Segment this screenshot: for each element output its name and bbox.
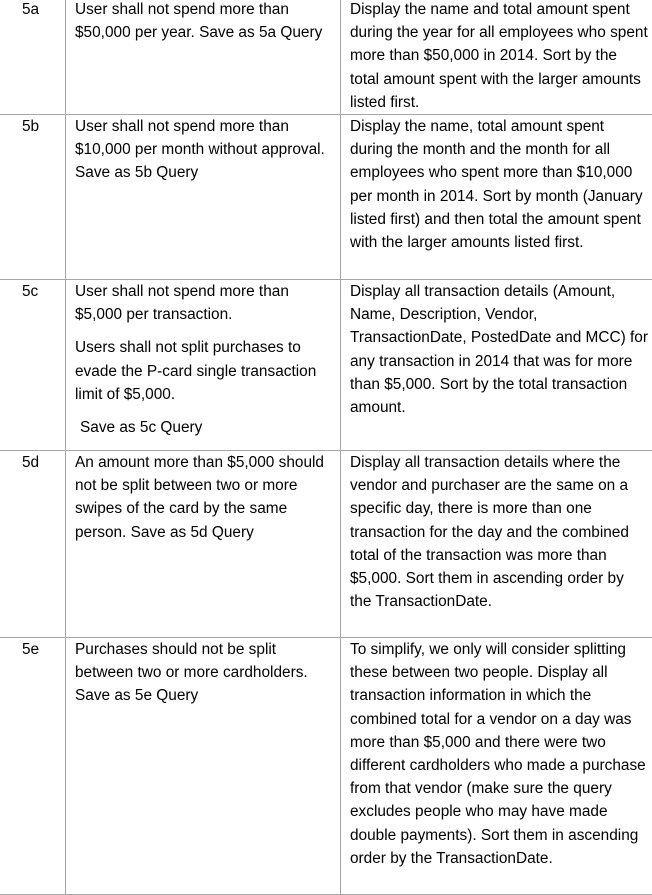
requirement-text: An amount more than $5,000 should not be split between two or more swipes of the card by the same person. Save as 5d Query	[75, 454, 324, 541]
table-row	[0, 0, 652, 115]
requirement-text: User shall not spend more than $5,000 per transaction.	[75, 283, 289, 324]
row-id-cell	[0, 0, 66, 115]
query-cell	[341, 451, 652, 638]
row-id-cell	[0, 451, 66, 638]
requirement-text: User shall not spend more than $10,000 per month without approval. Save as 5b Query	[75, 118, 325, 182]
requirement-cell	[66, 280, 341, 451]
row-id: 5b	[22, 118, 40, 136]
requirement-cell	[66, 115, 341, 280]
query-text: To simplify, we only will consider splitting these between two people. Display all transaction information in which the combined total for a vendor on a day was more than $5,000 and there were two different cardholders who made a purchase from that vendor (make sure the query excludes people who may have made double payments). Sort them in ascending order by the TransactionDate.	[350, 641, 646, 867]
query-cell	[341, 0, 652, 115]
query-cell	[341, 638, 652, 895]
requirement-save-note: Save as 5c Query	[80, 419, 203, 437]
table-row	[0, 638, 652, 895]
requirement-text-split-purchases: Users shall not split purchases to evade the P-card single transaction limit of $5,000.	[75, 339, 317, 403]
table-row	[0, 280, 652, 451]
row-id-cell	[0, 115, 66, 280]
query-cell	[341, 280, 652, 451]
row-id-cell	[0, 638, 66, 895]
row-id: 5e	[22, 641, 40, 659]
query-text: Display all transaction details where the vendor and purchaser are the same on a specific day, there is more than one transaction for the day and the combined total of the transaction was more than $5,000. Sort them in ascending order by the TransactionDate.	[350, 454, 629, 611]
requirement-text: User shall not spend more than $50,000 per year. Save as 5a Query	[75, 1, 323, 42]
query-text: Display all transaction details (Amount, Name, Description, Vendor, TransactionDate, PostedDate and MCC) for any transaction in 2014 that was for more than $5,000. Sort by the total transaction amount.	[350, 283, 648, 417]
query-text: Display the name and total amount spent during the year for all employees who spent more than $50,000 in 2014. Sort by the total amount spent with the larger amounts listed first.	[350, 1, 648, 111]
requirement-cell	[66, 638, 341, 895]
requirement-text: Purchases should not be split between two or more cardholders. Save as 5e Query	[75, 641, 308, 705]
requirement-cell	[66, 451, 341, 638]
table-row	[0, 451, 652, 638]
requirement-cell	[66, 0, 341, 115]
table-row	[0, 115, 652, 280]
row-id: 5c	[22, 283, 39, 301]
row-id-cell	[0, 280, 66, 451]
row-id: 5d	[22, 454, 40, 472]
query-cell	[341, 115, 652, 280]
query-text: Display the name, total amount spent during the month and the month for all employees who spent more than $10,000 per month in 2014. Sort by month (January listed first) and then total the amount spent with the larger amounts listed first.	[350, 118, 643, 252]
row-id: 5a	[22, 1, 40, 18]
